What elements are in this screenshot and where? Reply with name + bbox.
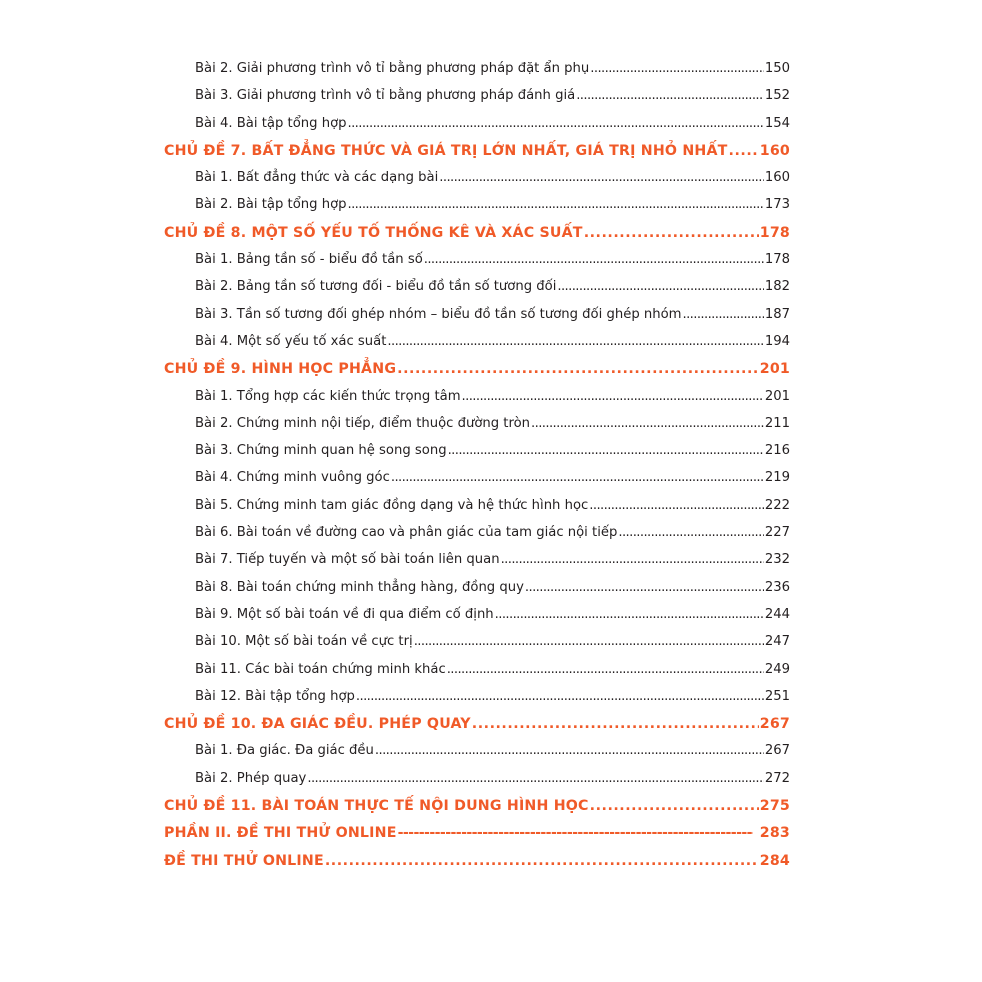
toc-page-number: 267 <box>764 743 790 759</box>
toc-row[interactable] <box>164 498 790 525</box>
chapter-title: CHỦ ĐỀ 9. HÌNH HỌC PHẲNG <box>164 361 397 378</box>
chapter-page-number: 284 <box>759 852 790 869</box>
toc-chapter-heading[interactable] <box>164 361 790 388</box>
dot-leader <box>618 525 763 540</box>
dot-leader <box>590 798 759 814</box>
dot-leader <box>325 853 759 869</box>
toc-entry-title: Bài 2. Giải phương trình vô tỉ bằng phương pháp đặt ẩn phụ <box>195 61 590 76</box>
toc-row[interactable] <box>164 771 790 798</box>
chapter-page-number: 178 <box>759 224 790 241</box>
toc-entry-title: Bài 1. Bảng tần số - biểu đồ tần số <box>195 252 423 268</box>
dot-leader <box>375 743 764 758</box>
toc-entry-title: Bài 2. Bài tập tổng hợp <box>195 197 347 213</box>
toc-page-number: 160 <box>764 170 790 186</box>
toc-chapter-heading[interactable] <box>164 853 790 880</box>
dot-leader <box>387 334 763 349</box>
dot-leader <box>448 443 764 458</box>
chapter-title: CHỦ ĐỀ 8. MỘT SỐ YẾU TỐ THỐNG KÊ VÀ XÁC SUẤT <box>164 224 583 241</box>
toc-row[interactable] <box>164 470 790 497</box>
toc-chapter-heading[interactable] <box>164 716 790 743</box>
toc-entry-title: Bài 2. Chứng minh nội tiếp, điểm thuộc đường tròn <box>195 415 531 431</box>
toc-row[interactable] <box>164 580 790 607</box>
dot-leader <box>501 552 764 567</box>
dot-leader <box>348 116 764 131</box>
toc-row[interactable] <box>164 552 790 579</box>
toc-entry-title: Bài 2. Bảng tần số tương đối - biểu đồ tần số tương đối <box>195 279 557 295</box>
toc-entry-title: Bài 1. Tổng hợp các kiến thức trọng tâm <box>195 388 461 404</box>
toc-row[interactable] <box>164 88 790 115</box>
dot-leader <box>424 252 764 267</box>
dot-leader <box>590 61 764 76</box>
toc-page-number: 219 <box>764 470 790 486</box>
dot-leader <box>576 88 764 103</box>
toc-row[interactable] <box>164 443 790 470</box>
toc-row[interactable] <box>164 607 790 634</box>
toc-chapter-heading[interactable] <box>164 143 790 170</box>
toc-part-heading[interactable] <box>164 825 790 852</box>
toc-row[interactable] <box>164 279 790 306</box>
dot-leader <box>557 279 763 294</box>
dot-leader <box>495 607 764 622</box>
toc-entry-title: Bài 3. Giải phương trình vô tỉ bằng phương pháp đánh giá <box>195 88 576 104</box>
chapter-title: CHỦ ĐỀ 10. ĐA GIÁC ĐỀU. PHÉP QUAY <box>164 716 471 733</box>
toc-page-number: 173 <box>764 197 790 213</box>
chapter-page-number: 201 <box>759 361 790 378</box>
toc-entry-title: Bài 1. Bất đẳng thức và các dạng bài <box>195 170 439 186</box>
toc-row[interactable] <box>164 743 790 770</box>
toc-page-number: 227 <box>764 525 790 541</box>
part-title: PHẦN II. ĐỀ THI THỬ ONLINE <box>164 825 397 842</box>
toc-page-number: 232 <box>764 552 790 568</box>
dot-leader <box>414 634 764 649</box>
dot-leader <box>525 580 764 595</box>
toc-entry-title: Bài 4. Một số yếu tố xác suất <box>195 333 387 349</box>
toc-page-number: 236 <box>764 579 790 595</box>
toc-page-number: 249 <box>764 661 790 677</box>
toc-row[interactable] <box>164 662 790 689</box>
toc-row[interactable] <box>164 334 790 361</box>
toc-entry-title: Bài 9. Một số bài toán về đi qua điểm cố định <box>195 606 494 622</box>
toc-entry-title: Bài 3. Tần số tương đối ghép nhóm – biểu đồ tần số tương đối ghép nhóm <box>195 306 682 322</box>
toc-page-number: 211 <box>764 415 790 431</box>
table-of-contents <box>164 61 790 880</box>
dot-leader <box>589 498 764 513</box>
toc-row[interactable] <box>164 525 790 552</box>
toc-row[interactable] <box>164 389 790 416</box>
dot-leader <box>447 662 764 677</box>
toc-entry-title: Bài 4. Chứng minh vuông góc <box>195 470 390 486</box>
toc-page-number: 194 <box>764 333 790 349</box>
dot-leader <box>397 361 759 377</box>
toc-entry-title: Bài 1. Đa giác. Đa giác đều <box>195 743 374 759</box>
toc-entry-title: Bài 11. Các bài toán chứng minh khác <box>195 661 446 677</box>
toc-page-number: 201 <box>764 388 790 404</box>
chapter-title: CHỦ ĐỀ 11. BÀI TOÁN THỰC TẾ NỘI DUNG HÌNH HỌC <box>164 798 589 815</box>
toc-page-number: 251 <box>764 688 790 704</box>
dot-leader <box>391 470 764 485</box>
toc-page-number: 150 <box>764 61 790 76</box>
chapter-page-number: 267 <box>759 716 790 733</box>
dot-leader <box>307 771 763 786</box>
toc-entry-title: Bài 7. Tiếp tuyến và một số bài toán liên quan <box>195 552 500 568</box>
dot-leader <box>472 716 759 732</box>
toc-row[interactable] <box>164 634 790 661</box>
toc-chapter-heading[interactable] <box>164 225 790 252</box>
toc-page-number: 272 <box>764 770 790 786</box>
dot-leader <box>584 225 759 241</box>
toc-page-number: 182 <box>764 279 790 295</box>
toc-page-number: 187 <box>764 306 790 322</box>
dot-leader <box>439 170 764 185</box>
toc-page-number: 222 <box>764 497 790 513</box>
toc-row[interactable] <box>164 116 790 143</box>
toc-row[interactable] <box>164 307 790 334</box>
toc-page-number: 244 <box>764 606 790 622</box>
toc-entry-title: Bài 8. Bài toán chứng minh thẳng hàng, đồng quy <box>195 579 524 595</box>
dot-leader <box>462 389 764 404</box>
toc-entry-title: Bài 6. Bài toán về đường cao và phân giác của tam giác nội tiếp <box>195 525 618 541</box>
toc-row[interactable] <box>164 689 790 716</box>
toc-page-number: 152 <box>764 88 790 104</box>
chapter-title: ĐỀ THI THỬ ONLINE <box>164 852 324 869</box>
dot-leader <box>531 416 764 431</box>
toc-entry-title: Bài 10. Một số bài toán về cực trị <box>195 634 413 650</box>
toc-entry-title: Bài 12. Bài tập tổng hợp <box>195 688 355 704</box>
toc-entry-title: Bài 2. Phép quay <box>195 770 307 786</box>
toc-row[interactable] <box>164 416 790 443</box>
part-page-number: 283 <box>759 825 790 842</box>
toc-row[interactable] <box>164 170 790 197</box>
toc-row[interactable] <box>164 197 790 224</box>
toc-row[interactable] <box>164 252 790 279</box>
dot-leader <box>356 689 764 704</box>
toc-page-number: 154 <box>764 115 790 131</box>
dot-leader <box>729 143 759 159</box>
toc-entry-title: Bài 5. Chứng minh tam giác đồng dạng và hệ thức hình học <box>195 497 589 513</box>
dot-leader <box>683 307 764 322</box>
chapter-page-number: 160 <box>759 142 790 159</box>
toc-entry-title: Bài 4. Bài tập tổng hợp <box>195 115 347 131</box>
chapter-page-number: 275 <box>759 798 790 815</box>
toc-row[interactable] <box>164 61 790 88</box>
toc-entry-title: Bài 3. Chứng minh quan hệ song song <box>195 443 447 459</box>
dot-leader <box>348 197 764 212</box>
toc-chapter-heading[interactable] <box>164 798 790 825</box>
toc-page-number: 247 <box>764 634 790 650</box>
chapter-title: CHỦ ĐỀ 7. BẤT ĐẲNG THỨC VÀ GIÁ TRỊ LỚN NHẤT, GIÁ TRỊ NHỎ NHẤT <box>164 142 728 159</box>
toc-page-number: 178 <box>764 252 790 268</box>
dash-leader <box>398 825 753 841</box>
toc-page-number: 216 <box>764 443 790 459</box>
